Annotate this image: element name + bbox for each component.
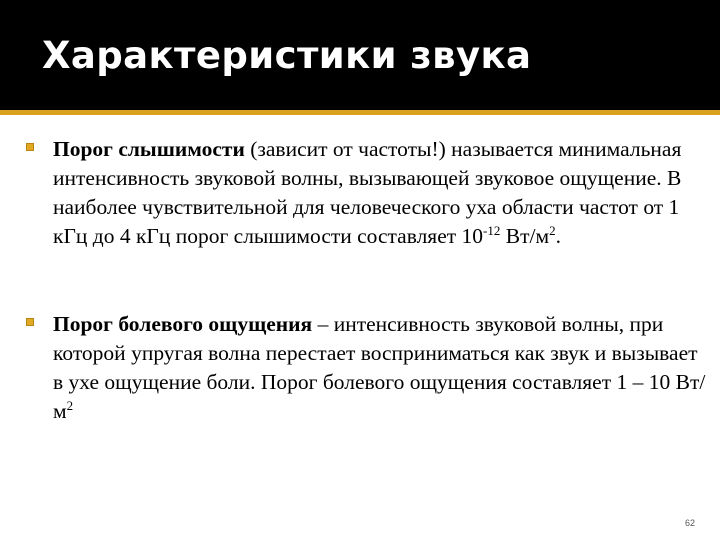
square-bullet-icon [26,318,34,326]
unit-text: Вт/м [500,224,550,248]
bullet-term: Порог слышимости [53,137,245,161]
page-number: 62 [684,518,695,528]
square-bullet-icon [26,143,34,151]
bullet-text [53,135,710,251]
sentence-end: . [555,224,561,248]
bullet-term: Порог болевого ощущения [53,312,313,336]
bullet-text [53,310,710,426]
bullet-body: – интенсивность звуковой волны, при которой упругая волна перестает восприниматься как звук и вызывает в ухе ощущение боли. Порог болевого ощущения составляет 1 – 10 Вт/м [53,312,706,423]
slide-title: Характеристики звука [42,34,532,77]
bullet-body: (зависит от частоты!) называется минимальная интенсивность звуковой волны, вызывающей звуковое ощущение. В наиболее чувствительной для человеческого уха области частот от 1 кГц до 4 кГц порог слышимости составляет 10 [53,137,682,248]
exponent: 2 [66,398,74,413]
bullet-hearing-threshold [20,135,710,251]
bullet-pain-threshold [20,310,710,426]
exponent: 2 [549,223,556,238]
exponent: -12 [483,223,501,238]
